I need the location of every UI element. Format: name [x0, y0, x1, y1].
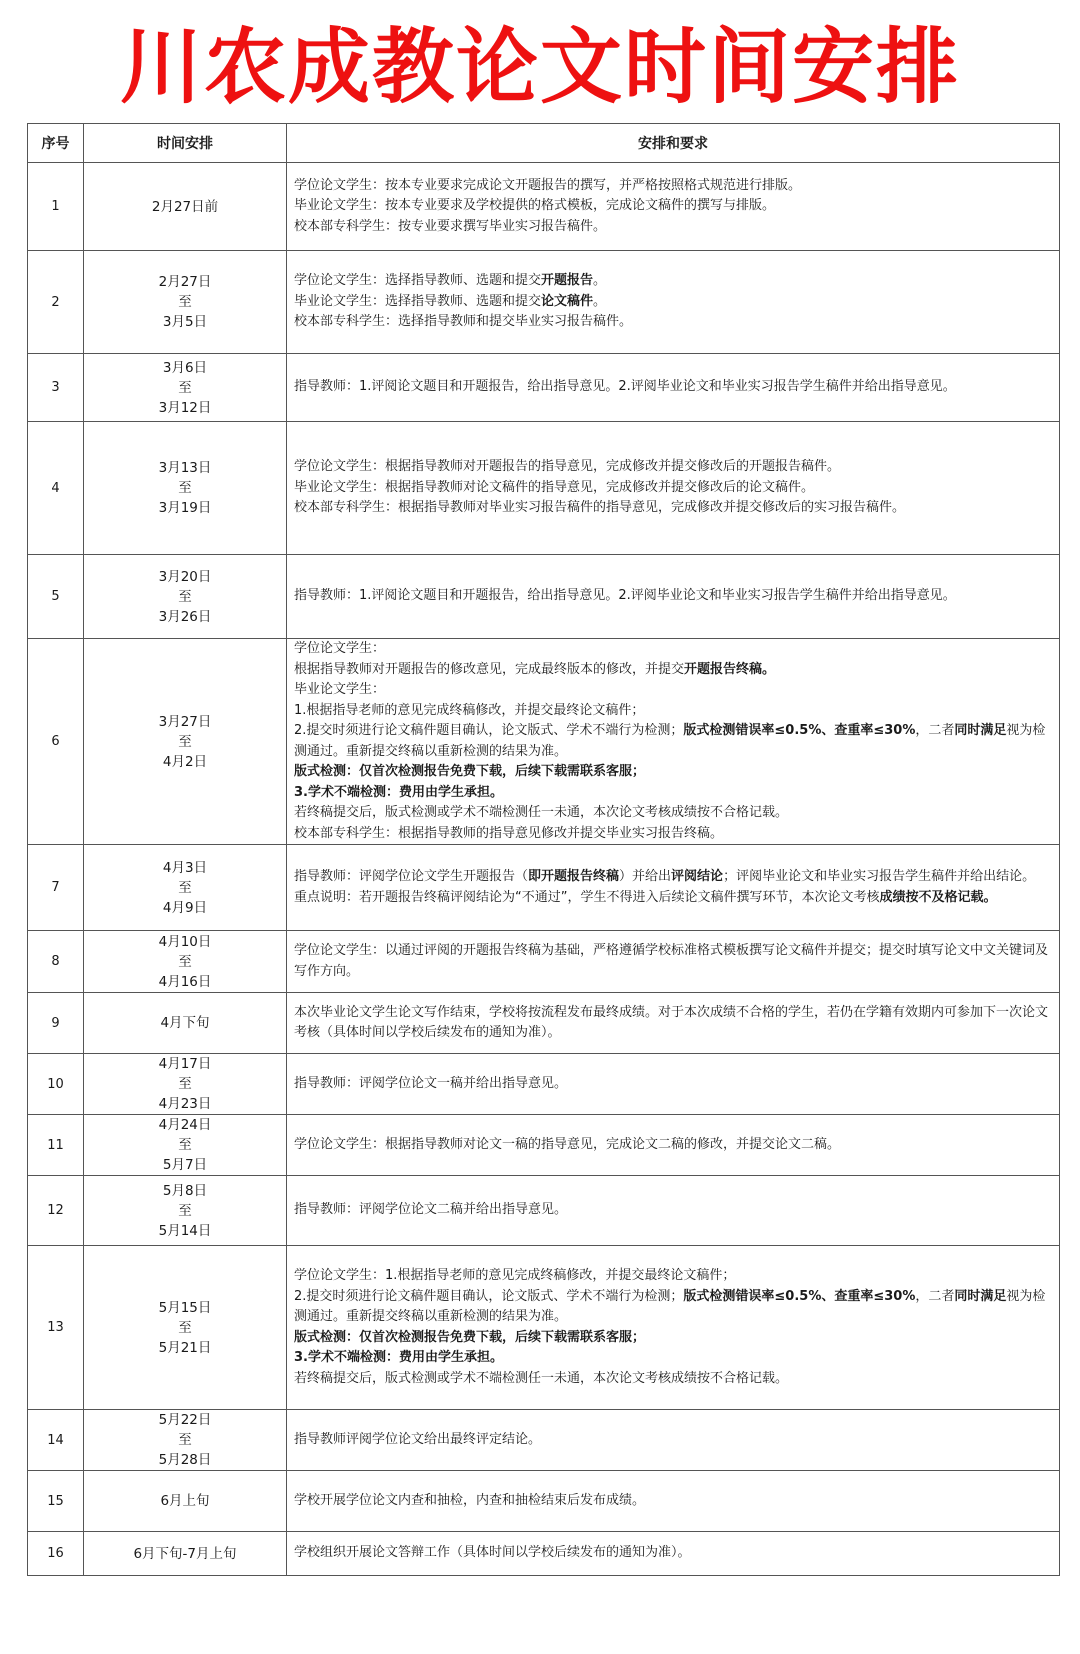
requirement-line [294, 1135, 1052, 1156]
requirement-text: 指导教师：评阅学位论文一稿并给出指导意见。 [294, 1075, 568, 1091]
requirement-line [294, 1200, 1052, 1221]
table-row [28, 845, 1060, 931]
row-index: 10 [28, 1054, 84, 1115]
requirement-line [294, 1430, 1052, 1451]
time-line: 至 [178, 294, 192, 310]
requirement-line [294, 176, 1052, 197]
table-row [28, 251, 1060, 354]
row-requirements [287, 1410, 1060, 1471]
table-row [28, 354, 1060, 422]
time-line: 至 [178, 1137, 192, 1153]
row-index: 2 [28, 251, 84, 354]
requirement-text: 1.根据指导老师的意见完成终稿修改，并提交最终论文稿件； [294, 702, 645, 718]
requirement-text-bold: 同时满足 [954, 1288, 1007, 1304]
row-time [84, 1410, 287, 1471]
row-index: 9 [28, 993, 84, 1054]
requirement-text: 学校组织开展论文答辩工作（具体时间以学校后续发布的通知为准）。 [294, 1545, 691, 1561]
time-line: 5月21日 [158, 1339, 212, 1356]
time-line: 4月17日 [158, 1056, 212, 1072]
page-title: 川农成教论文时间安排 [119, 20, 960, 115]
time-line: 至 [178, 733, 192, 750]
time-line: 至 [178, 1319, 192, 1336]
requirement-line [294, 478, 1052, 499]
requirement-text: 若终稿提交后，版式检测或学术不端检测任一未通，本次论文考核成绩按不合格记载。 [294, 1370, 789, 1386]
requirement-text: 指导教师：1.评阅论文题目和开题报告，给出指导意见。2.评阅毕业论文和毕业实习报告学生稿件并给出指导意见。 [294, 588, 956, 604]
table-row [28, 555, 1060, 639]
requirement-text: 毕业论文学生：根据指导教师对论文稿件的指导意见，完成修改并提交修改后的论文稿件。 [294, 479, 815, 495]
requirement-line [294, 217, 1052, 238]
row-requirements [287, 1176, 1060, 1246]
time-line: 3月5日 [162, 314, 208, 330]
row-requirements [287, 163, 1060, 251]
time-line: 至 [178, 879, 192, 896]
requirement-line [294, 680, 1052, 701]
row-time [84, 993, 287, 1054]
requirement-text: 学位论文学生：1.根据指导老师的意见完成终稿修改，并提交最终论文稿件； [294, 1268, 736, 1283]
requirement-line [294, 639, 1052, 660]
requirement-line [294, 457, 1052, 478]
time-line: 3月6日 [162, 359, 208, 376]
table-row [28, 422, 1060, 555]
row-time [84, 354, 287, 422]
requirement-line [294, 1003, 1052, 1044]
time-line: 3月27日 [158, 713, 212, 730]
row-index: 12 [28, 1176, 84, 1246]
time-line: 4月2日 [162, 753, 208, 770]
row-requirements [287, 422, 1060, 555]
requirement-text-bold: 3.学术不端检测：费用由学生承担。 [294, 1350, 503, 1365]
requirement-text: ，二者 [915, 723, 955, 738]
requirement-line [294, 867, 1052, 888]
row-requirements [287, 354, 1060, 422]
header-time: 时间安排 [84, 124, 287, 163]
requirement-text: 2.提交时须进行论文稿件题目确认，论文版式、学术不端行为检测； [294, 1288, 684, 1304]
requirement-line [294, 721, 1052, 762]
row-requirements [287, 1532, 1060, 1576]
row-index: 8 [28, 931, 84, 993]
requirement-text-bold: 开题报告 [541, 273, 594, 289]
row-requirements [287, 1471, 1060, 1532]
requirement-line [294, 1348, 1052, 1369]
row-requirements [287, 1115, 1060, 1176]
table-row [28, 163, 1060, 251]
requirement-text: 校本部专科学生：根据指导教师的指导意见修改并提交毕业实习报告终稿。 [294, 825, 724, 841]
time-line: 3月26日 [158, 608, 212, 625]
requirement-text: 学位论文学生：以通过评阅的开题报告终稿为基础，严格遵循学校标准格式模板撰写论文稿件并提交；提交时填写论文中文关键词及写作方向。 [294, 943, 1049, 979]
row-time [84, 639, 287, 845]
time-line: 5月8日 [162, 1182, 208, 1199]
time-line: 至 [178, 1076, 192, 1092]
requirement-line [294, 1369, 1052, 1390]
row-time [84, 845, 287, 931]
requirement-text-bold: 即开题报告终稿 [528, 869, 620, 884]
requirement-line [294, 377, 1052, 398]
row-time [84, 163, 287, 251]
requirement-text: 本次毕业论文学生论文写作结束，学校将按流程发布最终成绩。对于本次成绩不合格的学生，若仍在学籍有效期内可参加下一次论文考核（具体时间以学校后续发布的通知为准）。 [294, 1004, 1049, 1040]
row-requirements [287, 555, 1060, 639]
requirement-text-bold: 版式检测：仅首次检测报告免费下载，后续下载需联系客服； [294, 1329, 646, 1345]
requirement-line [294, 196, 1052, 217]
table-row [28, 1054, 1060, 1115]
time-line: 5月7日 [162, 1157, 208, 1173]
row-requirements [287, 251, 1060, 354]
time-line: 3月19日 [158, 500, 212, 516]
requirement-line [294, 586, 1052, 607]
requirement-text: 学位论文学生：按本专业要求完成论文开题报告的撰写，并严格按照格式规范进行排版。 [294, 177, 802, 193]
requirement-text: 学位论文学生：根据指导教师对论文一稿的指导意见，完成论文二稿的修改，并提交论文二稿。 [294, 1136, 841, 1152]
table-row [28, 1246, 1060, 1410]
requirement-text: 根据指导教师对开题报告的修改意见，完成最终版本的修改，并提交 [294, 661, 685, 677]
table-row [28, 1532, 1060, 1576]
requirement-text: 。 [593, 273, 607, 289]
requirement-text: 毕业论文学生：选择指导教师、选题和提交 [294, 293, 542, 309]
row-index: 7 [28, 845, 84, 931]
time-line: 至 [178, 953, 192, 970]
row-index: 15 [28, 1471, 84, 1532]
row-time [84, 1115, 287, 1176]
requirement-text: 视为检测通过。重新提交终稿以重新检测的结果为准。 [294, 723, 1046, 759]
time-line: 至 [178, 588, 192, 605]
row-time [84, 1532, 287, 1576]
time-line: 4月23日 [158, 1096, 212, 1112]
time-line: 5月28日 [158, 1452, 212, 1468]
requirement-text: 校本部专科学生：选择指导教师和提交毕业实习报告稿件。 [294, 314, 633, 330]
table-row [28, 931, 1060, 993]
requirement-line [294, 701, 1052, 722]
row-index: 1 [28, 163, 84, 251]
time-line: 5月22日 [158, 1412, 212, 1428]
time-line: 3月20日 [158, 568, 212, 585]
row-time [84, 251, 287, 354]
table-header-row [28, 124, 1060, 163]
requirement-text: ）并给出 [619, 869, 672, 884]
table-row [28, 993, 1060, 1054]
requirement-text: 重点说明：若开题报告终稿评阅结论为“不通过”，学生不得进入后续论文稿件撰写环节，本次论文考核 [294, 889, 880, 905]
requirement-text: 学位论文学生：根据指导教师对开题报告的指导意见，完成修改并提交修改后的开题报告稿件。 [294, 459, 841, 475]
requirement-text-bold: 3.学术不端检测：费用由学生承担。 [294, 784, 503, 800]
row-requirements [287, 931, 1060, 993]
requirement-text: 指导教师：评阅学位论文二稿并给出指导意见。 [294, 1202, 568, 1218]
requirement-text: 毕业论文学生： [294, 682, 386, 697]
time-line: 5月14日 [158, 1222, 212, 1239]
row-time [84, 422, 287, 555]
schedule-table [27, 123, 1060, 1576]
requirement-line [294, 941, 1052, 982]
row-requirements [287, 845, 1060, 931]
requirement-text: 指导教师评阅学位论文给出最终评定结论。 [294, 1431, 542, 1447]
time-line: 4月10日 [158, 933, 212, 950]
requirement-line [294, 292, 1052, 313]
row-time [84, 1054, 287, 1115]
requirement-text-bold: 版式检测错误率≤0.5%、查重率≤30% [683, 1288, 916, 1304]
header-requirements: 安排和要求 [287, 124, 1060, 163]
requirement-line [294, 888, 1052, 909]
time-line: 至 [178, 1432, 192, 1448]
row-requirements [287, 993, 1060, 1054]
row-time [84, 1246, 287, 1410]
requirement-text: 指导教师：1.评阅论文题目和开题报告，给出指导意见。2.评阅毕业论文和毕业实习报告学生稿件并给出指导意见。 [294, 379, 956, 395]
requirement-line [294, 498, 1052, 519]
time-line: 6月上旬 [160, 1493, 210, 1509]
row-requirements [287, 639, 1060, 845]
row-index: 6 [28, 639, 84, 845]
time-line: 4月3日 [162, 859, 208, 876]
requirement-line [294, 824, 1052, 845]
row-index: 14 [28, 1410, 84, 1471]
row-index: 5 [28, 555, 84, 639]
requirement-line [294, 783, 1052, 804]
requirement-text: 学位论文学生： [294, 641, 386, 656]
requirement-line [294, 1491, 1052, 1512]
time-line: 2月27日前 [151, 198, 219, 215]
requirement-text: ，二者 [915, 1288, 955, 1304]
time-line: 至 [178, 480, 192, 496]
requirement-line [294, 660, 1052, 681]
requirement-line [294, 312, 1052, 333]
row-index: 11 [28, 1115, 84, 1176]
time-line: 4月16日 [158, 973, 212, 990]
requirement-text: 2.提交时须进行论文稿件题目确认，论文版式、学术不端行为检测； [294, 723, 684, 738]
requirement-line [294, 1543, 1052, 1564]
time-line: 5月15日 [158, 1299, 212, 1316]
time-line: 6月下旬-7月上旬 [133, 1545, 237, 1562]
requirement-text-bold: 评阅结论 [671, 869, 724, 884]
requirement-text: 学校开展学位论文内查和抽检，内查和抽检结束后发布成绩。 [294, 1492, 646, 1508]
requirement-text: 视为检测通过。重新提交终稿以重新检测的结果为准。 [294, 1288, 1046, 1324]
requirement-line [294, 1266, 1052, 1287]
requirement-line [294, 1287, 1052, 1328]
row-time [84, 1176, 287, 1246]
row-index: 16 [28, 1532, 84, 1576]
table-row [28, 1176, 1060, 1246]
table-row [28, 1115, 1060, 1176]
requirement-text-bold: 成绩按不及格记载。 [879, 889, 997, 905]
time-line: 4月9日 [162, 899, 208, 916]
requirement-text-bold: 开题报告终稿。 [684, 661, 776, 677]
requirement-text: 。 [593, 293, 607, 309]
time-line: 至 [178, 379, 192, 396]
requirement-text-bold: 版式检测：仅首次检测报告免费下载，后续下载需联系客服； [294, 764, 646, 779]
row-requirements [287, 1054, 1060, 1115]
table-row [28, 1410, 1060, 1471]
requirement-text-bold: 同时满足 [954, 723, 1007, 738]
row-index: 4 [28, 422, 84, 555]
time-line: 4月下旬 [160, 1015, 210, 1031]
requirement-text: 校本部专科学生：根据指导教师对毕业实习报告稿件的指导意见，完成修改并提交修改后的实习报告稿件。 [294, 500, 906, 516]
requirement-line [294, 1074, 1052, 1095]
time-line: 3月13日 [158, 460, 212, 476]
table-row [28, 639, 1060, 845]
header-index: 序号 [28, 124, 84, 163]
requirement-text: 若终稿提交后，版式检测或学术不端检测任一未通，本次论文考核成绩按不合格记载。 [294, 805, 789, 820]
requirement-text: 指导教师：评阅学位论文学生开题报告（ [294, 869, 529, 884]
requirement-text-bold: 论文稿件 [541, 293, 594, 309]
requirement-line [294, 803, 1052, 824]
time-line: 3月12日 [158, 399, 212, 416]
requirement-line [294, 1328, 1052, 1349]
requirement-text: ；评阅毕业论文和毕业实习报告学生稿件并给出结论。 [723, 869, 1036, 884]
row-time [84, 555, 287, 639]
row-index: 13 [28, 1246, 84, 1410]
row-requirements [287, 1246, 1060, 1410]
row-time [84, 931, 287, 993]
requirement-text-bold: 版式检测错误率≤0.5%、查重率≤30% [683, 723, 916, 738]
time-line: 4月24日 [158, 1117, 212, 1133]
time-line: 至 [178, 1202, 192, 1219]
requirement-text: 校本部专科学生：按专业要求撰写毕业实习报告稿件。 [294, 218, 607, 234]
table-row [28, 1471, 1060, 1532]
row-time [84, 1471, 287, 1532]
schedule-body [28, 163, 1060, 1576]
requirement-text: 学位论文学生：选择指导教师、选题和提交 [294, 273, 542, 289]
row-index: 3 [28, 354, 84, 422]
requirement-text: 毕业论文学生：按本专业要求及学校提供的格式模板，完成论文稿件的撰写与排版。 [294, 198, 776, 214]
requirement-line [294, 271, 1052, 292]
time-line: 2月27日 [158, 274, 212, 290]
requirement-line [294, 762, 1052, 783]
